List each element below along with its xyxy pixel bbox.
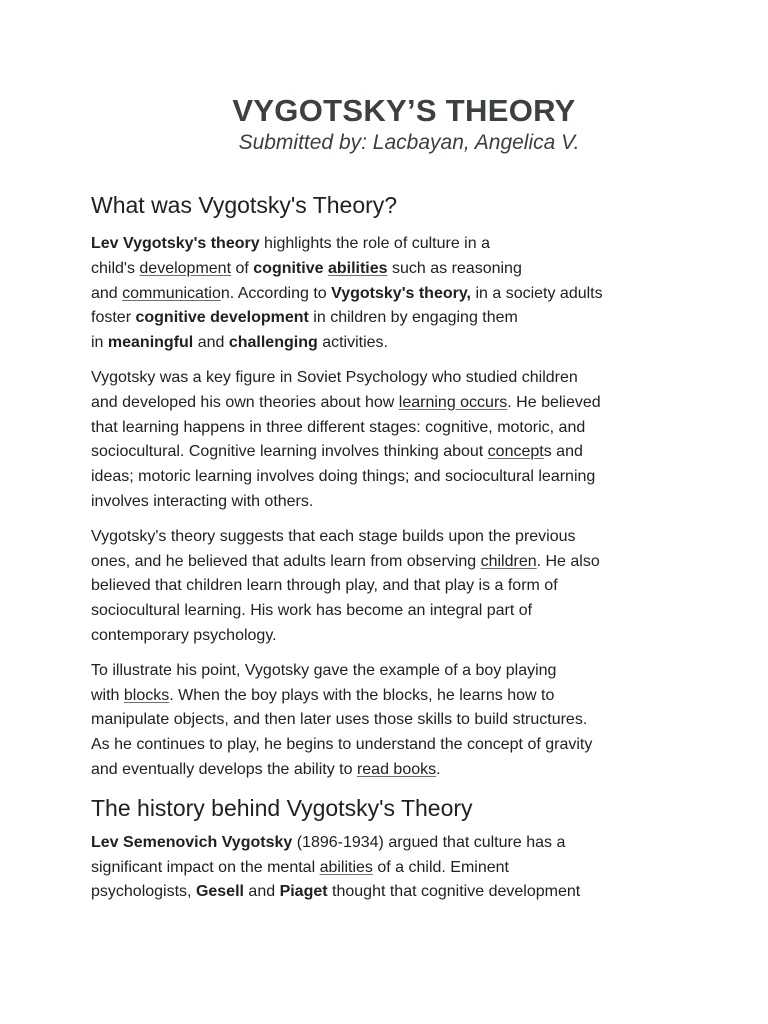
- bold-text: challenging: [228, 334, 318, 352]
- text: (1896-1934) argued that culture has a: [292, 833, 566, 851]
- paragraph-example: [91, 659, 691, 783]
- text: such as reasoning: [387, 259, 522, 277]
- document-subtitle: Submitted by: Lacbayan, Angelica V.: [238, 131, 580, 154]
- text: manipulate objects, and then later uses those skills to build structures.: [91, 711, 588, 729]
- text: and: [91, 284, 123, 302]
- text: n. According to: [220, 284, 332, 302]
- link-abilities[interactable]: abilities: [327, 259, 388, 277]
- text: foster: [91, 309, 136, 327]
- text: ones, and he believed that adults learn from observing: [91, 552, 481, 570]
- text: Vygotsky's theory suggests that each stage builds upon the previous: [91, 527, 576, 545]
- document-title: VYGOTSKY’S THEORY: [232, 93, 576, 128]
- text: significant impact on the mental: [91, 858, 320, 876]
- text: highlights the role of culture in a: [259, 235, 490, 252]
- paragraph-intro: [91, 232, 691, 356]
- text: with: [91, 686, 124, 704]
- link-blocks[interactable]: blocks: [123, 686, 170, 704]
- bold-text: meaningful: [107, 334, 194, 352]
- text: and: [193, 334, 229, 352]
- text: . When the boy plays with the blocks, he learns how to: [169, 686, 555, 704]
- link-abilities-2[interactable]: abilities: [319, 858, 373, 876]
- text: that learning happens in three different stages: cognitive, motoric, and: [91, 418, 586, 436]
- document-body: [91, 190, 691, 915]
- text: involves interacting with others.: [91, 492, 314, 510]
- text: thought that cognitive development: [327, 883, 581, 901]
- paragraph-stages: [91, 525, 691, 649]
- text: As he continues to play, he begins to understand the concept of gravity: [91, 736, 593, 754]
- text: To illustrate his point, Vygotsky gave the example of a boy playing: [91, 661, 557, 679]
- text: and: [243, 883, 280, 901]
- text: sociocultural learning. His work has become an integral part of: [91, 602, 533, 620]
- paragraph-key-figure: [91, 366, 691, 515]
- text: Vygotsky was a key figure in Soviet Psychology who studied children: [91, 368, 578, 386]
- text: and eventually develops the ability to: [91, 760, 357, 778]
- paragraph-history: [91, 831, 691, 905]
- text: .: [436, 760, 441, 778]
- link-learning-occurs[interactable]: learning occurs: [398, 393, 508, 411]
- text: contemporary psychology.: [91, 626, 277, 644]
- text: believed that children learn through play, and that play is a form of: [91, 577, 558, 595]
- text: . He also: [536, 552, 600, 570]
- text: and developed his own theories about how: [91, 393, 399, 411]
- link-concepts[interactable]: concept: [487, 443, 544, 461]
- link-development[interactable]: development: [139, 259, 232, 277]
- section-heading-what-was: What was Vygotsky's Theory?: [91, 192, 398, 218]
- text: sociocultural. Cognitive learning involves thinking about: [91, 443, 488, 461]
- bold-text: Lev Semenovich Vygotsky: [91, 833, 293, 851]
- link-children[interactable]: children: [480, 552, 537, 570]
- bold-text: Gesell: [195, 883, 244, 901]
- bold-text: cognitive: [253, 259, 324, 277]
- text: in a society adults: [471, 284, 603, 302]
- section-heading-history: The history behind Vygotsky's Theory: [91, 794, 473, 821]
- text: in children by engaging them: [308, 309, 518, 327]
- text: of: [231, 259, 254, 277]
- bold-text: Piaget: [279, 883, 328, 901]
- text: in: [91, 334, 108, 352]
- text: ideas; motoric learning involves doing things; and sociocultural learning: [91, 468, 596, 486]
- text: s and: [543, 443, 583, 461]
- link-read-books[interactable]: read books: [356, 760, 437, 778]
- bold-text: Lev Vygotsky's theory: [91, 235, 260, 252]
- text: psychologists,: [91, 883, 196, 901]
- bold-text: Vygotsky's theory,: [331, 284, 471, 302]
- text: activities.: [317, 334, 388, 352]
- link-communication[interactable]: communicatio: [122, 284, 221, 302]
- text: child's: [91, 259, 140, 277]
- text: of a child. Eminent: [372, 858, 509, 876]
- text: . He believed: [507, 393, 601, 411]
- bold-text: cognitive development: [135, 309, 309, 327]
